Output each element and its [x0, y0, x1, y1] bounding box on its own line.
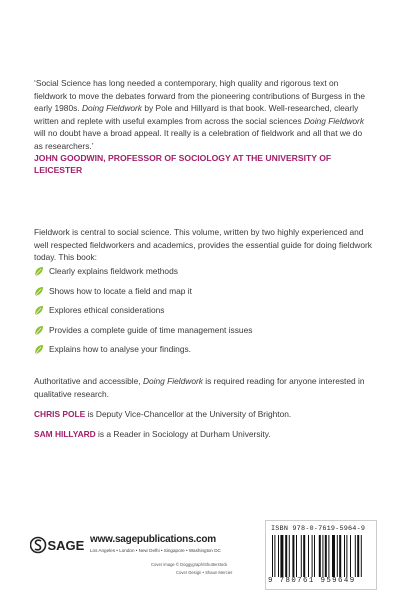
- feature-item: [34, 325, 372, 345]
- publisher-url: www.sagepublications.com: [90, 534, 216, 545]
- barcode-bar: [339, 535, 341, 577]
- barcode-bar: [314, 535, 315, 577]
- barcode-bar: [319, 535, 321, 577]
- leaf-bullet-icon: [34, 344, 44, 355]
- leaf-bullet-icon: [34, 266, 44, 277]
- feature-item: [34, 305, 372, 325]
- feature-item: [34, 286, 372, 306]
- publisher-cities: Los Angeles • London • New Delhi • Singapore • Washington DC: [90, 548, 221, 553]
- isbn-barcode-box: [265, 520, 377, 590]
- barcode-bar: [285, 535, 287, 577]
- barcode-bar: [301, 535, 302, 577]
- barcode-bar: [278, 535, 279, 577]
- barcode-bar: [325, 535, 327, 577]
- leaf-bullet-icon: [34, 305, 44, 316]
- feature-text: Provides a complete guide of time management issues: [49, 324, 253, 335]
- barcode-bar: [346, 535, 347, 577]
- barcode-bar: [337, 535, 338, 577]
- barcode-bar: [344, 535, 345, 577]
- feature-text: Explains how to analyse your findings.: [49, 344, 191, 354]
- book-description: Fieldwork is central to social science. This volume, written by two highly experienced and well respected fieldworkers and academics, provides the essential guide for doing fieldwork today. This book:: [34, 227, 372, 263]
- barcode-bar: [296, 535, 297, 577]
- barcode-number: 9 780761 959649: [268, 577, 356, 585]
- cover-image-credit: Cover image © Doggygraph/Shutterstock: [151, 562, 228, 567]
- leaf-bullet-icon: [34, 325, 44, 336]
- author-bio: [34, 408, 372, 420]
- cover-design-credit: Cover Design • Shaun Mercier: [176, 570, 233, 575]
- barcode-bar: [357, 535, 359, 577]
- barcode-bar: [328, 535, 329, 577]
- barcode-bar: [292, 535, 294, 577]
- barcode-bar: [350, 535, 351, 577]
- closing-statement: Authoritative and accessible, Doing Fieldwork is required reading for anyone interested in qualitative research.: [34, 376, 365, 399]
- endorsement-quote: ‘Social Science has long needed a contemporary, high quality and rigorous text on fieldwork to move the debates forward from the pioneering contributions of Burgess in the early 1980s. Doing Fieldwork by Pole and Hillyard is that book. Well-researched, clearly written and replete with useful examples from across the social sciences Doing Fieldwork will no doubt have a broad appeal. It really is a celebration of fieldwork and all that we do as researchers.’: [34, 78, 365, 151]
- feature-text: Shows how to locate a field and map it: [49, 285, 192, 296]
- barcode-bar: [361, 535, 362, 577]
- feature-text: Clearly explains fieldwork methods: [49, 266, 178, 276]
- feature-text: Explores ethical considerations: [49, 305, 165, 315]
- author-bio: [34, 428, 372, 440]
- feature-item: [34, 344, 372, 364]
- barcode-bar: [289, 535, 290, 577]
- barcode-bar: [308, 535, 309, 577]
- barcode-bar: [280, 535, 283, 577]
- isbn-label: ISBN 978-0-7619-5964-9: [271, 525, 366, 533]
- author-name: CHRIS POLE: [34, 409, 86, 419]
- barcode-bar: [303, 535, 305, 577]
- leaf-bullet-icon: [34, 286, 44, 297]
- feature-item: [34, 266, 372, 286]
- barcode-image: [272, 535, 370, 577]
- sage-logo-text: SAGE: [47, 538, 85, 553]
- sage-logo: [30, 534, 85, 556]
- barcode-bar: [332, 535, 335, 577]
- endorsement-attribution: JOHN GOODWIN, PROFESSOR OF SOCIOLOGY AT THE UNIVERSITY OF LEICESTER: [34, 153, 332, 175]
- barcode-bar: [272, 535, 273, 577]
- barcode-bar: [322, 535, 323, 577]
- author-name: SAM HILLYARD: [34, 429, 96, 439]
- author-description: is Deputy Vice-Chancellor at the University of Brighton.: [85, 409, 292, 419]
- barcode-bar: [312, 535, 313, 577]
- barcode-bar: [274, 535, 275, 577]
- barcode-bar: [355, 535, 356, 577]
- author-description: is a Reader in Sociology at Durham University.: [95, 429, 271, 439]
- feature-list: [34, 266, 372, 364]
